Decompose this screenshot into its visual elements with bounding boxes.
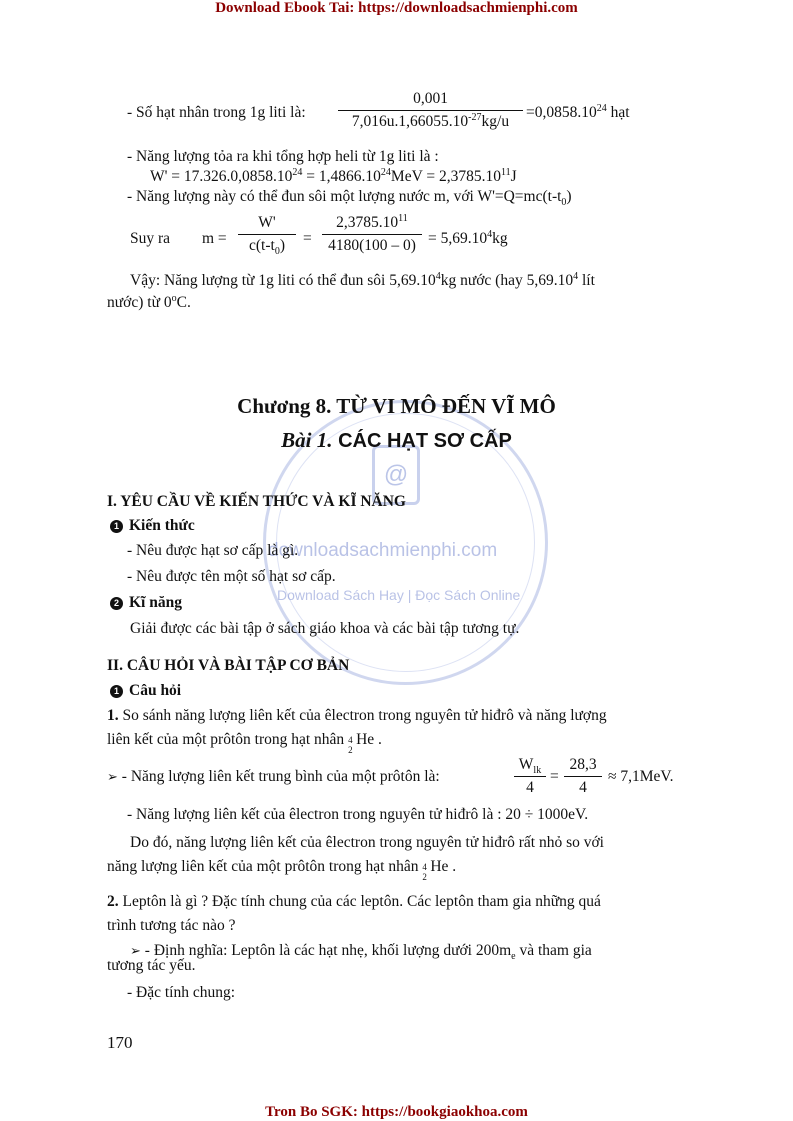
section-1-title: I. YÊU CẦU VỀ KIẾN THỨC VÀ KĨ NĂNG xyxy=(107,493,406,510)
line-so-hat-nhan-label: - Số hạt nhân trong 1g liti là: xyxy=(127,104,306,121)
section-2-title: II. CÂU HỎI VÀ BÀI TẬP CƠ BẢN xyxy=(107,657,350,674)
answer-1-line-4: năng lượng liên kết của một prôtôn trong hạt nhân 4 2 He . xyxy=(107,858,457,882)
chapter-title: Chương 8. TỪ VI MÔ ĐẾN VĨ MÔ xyxy=(237,394,556,418)
subsection-ki-nang: 2 Kĩ năng xyxy=(110,594,182,612)
watermark-site: downloadsachmienphi.com xyxy=(268,540,498,561)
question-2-line-2: trình tương tác nào ? xyxy=(107,917,236,934)
line-nang-luong-toa-ra: - Năng lượng tỏa ra khi tổng hợp heli từ 1g liti là : xyxy=(127,148,439,165)
answer-1-result: ≈ 7,1MeV. xyxy=(608,768,674,785)
answer-1-line-1: ➢ - Năng lượng liên kết trung bình của một prôtôn là: xyxy=(107,768,440,785)
arrow-bullet-icon: ➢ xyxy=(107,770,118,785)
line-w-prime: $W' = 17.326.0,0858.10^{24} = 1,4866.10^{24}MeV = 2,3785.10^{11}J$ xyxy=(150,166,517,185)
fraction-w-over-c: $\frac{W'}{c(t-t_0)}$ xyxy=(238,214,296,255)
download-header-link[interactable]: Download Ebook Tai: https://downloadsachmienphi.com xyxy=(215,0,578,16)
fraction-energy-over-heat: $\frac{2,3785.10^{11}}{4180(100 - 0)}$ xyxy=(322,214,422,255)
question-1-line-1: 1. So sánh năng lượng liên kết của êlectron trong nguyên tử hiđrô và năng lượng xyxy=(107,707,607,724)
watermark-book-icon: @ xyxy=(372,445,420,505)
suy-ra-label: Suy ra xyxy=(130,230,171,247)
question-1-line-2: liên kết của một prôtôn trong hạt nhân 4 2 He . xyxy=(107,731,382,755)
answer-2-line-3: - Đặc tính chung: xyxy=(127,984,236,1001)
ki-nang-item-1: Giải được các bài tập ở sách giáo khoa và các bài tập tương tự. xyxy=(130,620,520,637)
page-number: 170 xyxy=(107,1033,133,1052)
mass-result: = $5,69.10^4kg$ xyxy=(428,228,508,247)
line-so-hat-nhan-result: $=0,0858.10^{24}$ hạt xyxy=(526,102,630,121)
fraction-wlk-over-4: $W_{lk}$ 4 xyxy=(514,756,546,797)
subsection-cau-hoi: 1 Câu hỏi xyxy=(110,682,181,700)
kien-thuc-item-2: - Nêu được tên một số hạt sơ cấp. xyxy=(127,568,336,585)
answer-2-line-1: ➢ - Định nghĩa: Leptôn là các hạt nhẹ, khối lượng dưới $200m_e$ và tham gia xyxy=(130,942,592,963)
conclusion-line-2: nước) từ 0$^o$C. xyxy=(107,292,191,311)
answer-2-line-2: tương tác yếu. xyxy=(107,957,196,974)
lesson-title: Bài 1. CÁC HẠT SƠ CẤP xyxy=(281,428,512,452)
arrow-bullet-icon: ➢ xyxy=(130,944,141,959)
fraction-so-hat-nhan: $\frac{0,001}{7,016u.1,66055.10^{-27}kg/u}$ xyxy=(338,90,523,131)
answer-1-line-2: - Năng lượng liên kết của êlectron trong nguyên tử hiđrô là : 20 ÷ 1000eV. xyxy=(127,806,589,823)
subsection-kien-thuc: 1 Kiến thức xyxy=(110,517,195,535)
fraction-28-3-over-4: $\frac{28,3}{4}$ xyxy=(564,756,602,797)
line-dun-soi: - Năng lượng này có thể đun sôi một lượng nước m, với $W'=Q=mc(t-t_0)$ xyxy=(127,188,572,209)
sgk-footer-link[interactable]: Tron Bo SGK: https://bookgiaokhoa.com xyxy=(265,1104,528,1120)
answer-1-equals: = xyxy=(550,768,559,785)
m-equals: m = xyxy=(202,230,227,247)
conclusion-line-1: Vậy: Năng lượng từ 1g liti có thể đun sôi 5,69.10$^4$kg nước (hay 5,69.10$^4$ lít xyxy=(130,270,595,289)
watermark-tagline: Download Sách Hay | Đọc Sách Online xyxy=(277,587,521,603)
equals-sign: = xyxy=(303,230,312,247)
answer-1-line-3: Do đó, năng lượng liên kết của êlectron trong nguyên tử hiđrô rất nhỏ so với xyxy=(130,834,604,851)
question-2-line-1: 2. Leptôn là gì ? Đặc tính chung của các leptôn. Các leptôn tham gia những quá xyxy=(107,893,601,910)
kien-thuc-item-1: - Nêu được hạt sơ cấp là gì. xyxy=(127,542,299,559)
